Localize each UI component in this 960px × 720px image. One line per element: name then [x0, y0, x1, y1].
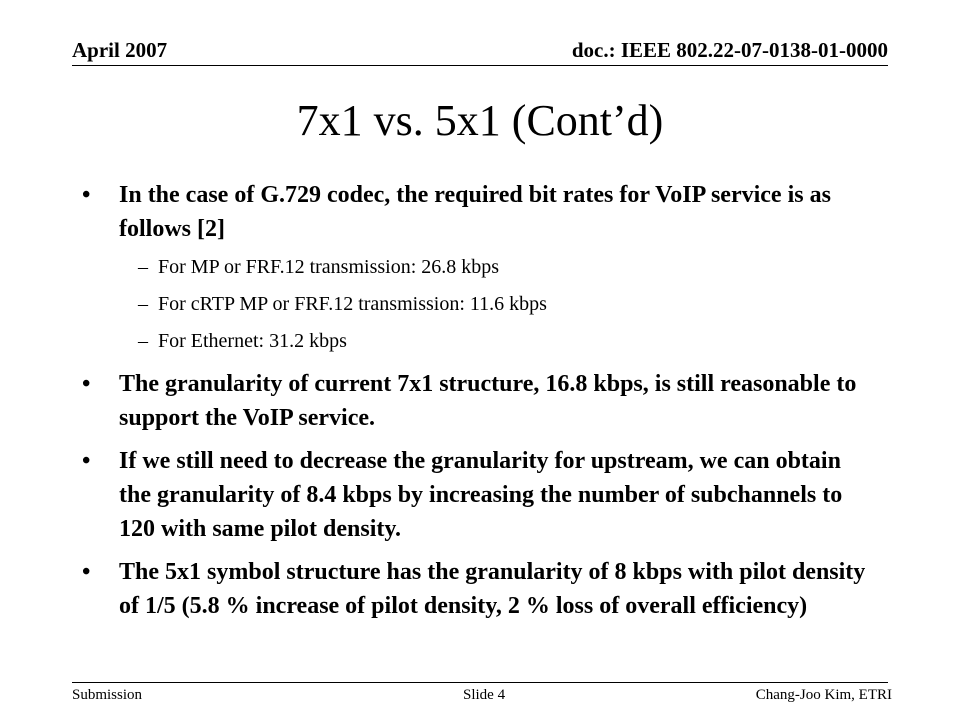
bullet-item — [72, 444, 872, 546]
header-document-id: doc.: IEEE 802.22-07-0138-01-0000 — [571, 38, 888, 62]
bullet-glyph: • — [82, 182, 91, 208]
bullet-glyph: • — [82, 448, 91, 474]
slide-body — [72, 178, 872, 632]
sub-bullet-text: For cRTP MP or FRF.12 transmission: 11.6 kbps — [158, 293, 547, 315]
sub-bullet-text: For Ethernet: 31.2 kbps — [158, 330, 347, 352]
bullet-text: The 5x1 symbol structure has the granularity of 8 kbps with pilot density of 1/5 (5.8 % increase of pilot density, 2 % loss of overall efficiency) — [119, 559, 866, 619]
bullet-item — [72, 367, 872, 435]
bullet-glyph: • — [82, 371, 91, 397]
footer-author: Chang-Joo Kim, ETRI — [755, 687, 892, 703]
header-date: April 2007 — [72, 38, 168, 62]
sub-bullet-list — [72, 255, 872, 353]
bullet-text: In the case of G.729 codec, the required bit rates for VoIP service is as follows [2] — [119, 182, 831, 242]
slide-title: 7x1 vs. 5x1 (Cont’d) — [296, 96, 664, 145]
footer-submission: Submission — [72, 687, 143, 703]
bullet-text: The granularity of current 7x1 structure, 16.8 kbps, is still reasonable to support the VoIP service. — [119, 371, 857, 431]
dash-glyph: – — [138, 330, 148, 352]
dash-glyph: – — [138, 293, 148, 315]
bullet-glyph: • — [82, 559, 91, 585]
bullet-item — [72, 178, 872, 246]
bullet-text: If we still need to decrease the granularity for upstream, we can obtain the granularity of 8.4 kbps by increasing the number of subchannels to 120 with same pilot density. — [119, 448, 843, 542]
header-divider — [72, 65, 888, 66]
footer-slide-number: Slide 4 — [463, 687, 506, 703]
footer-divider — [72, 682, 888, 683]
sub-bullet-item — [72, 292, 872, 316]
dash-glyph: – — [138, 256, 148, 278]
sub-bullet-item — [72, 255, 872, 279]
sub-bullet-item — [72, 329, 872, 353]
sub-bullet-text: For MP or FRF.12 transmission: 26.8 kbps — [158, 256, 500, 278]
bullet-item — [72, 555, 872, 623]
